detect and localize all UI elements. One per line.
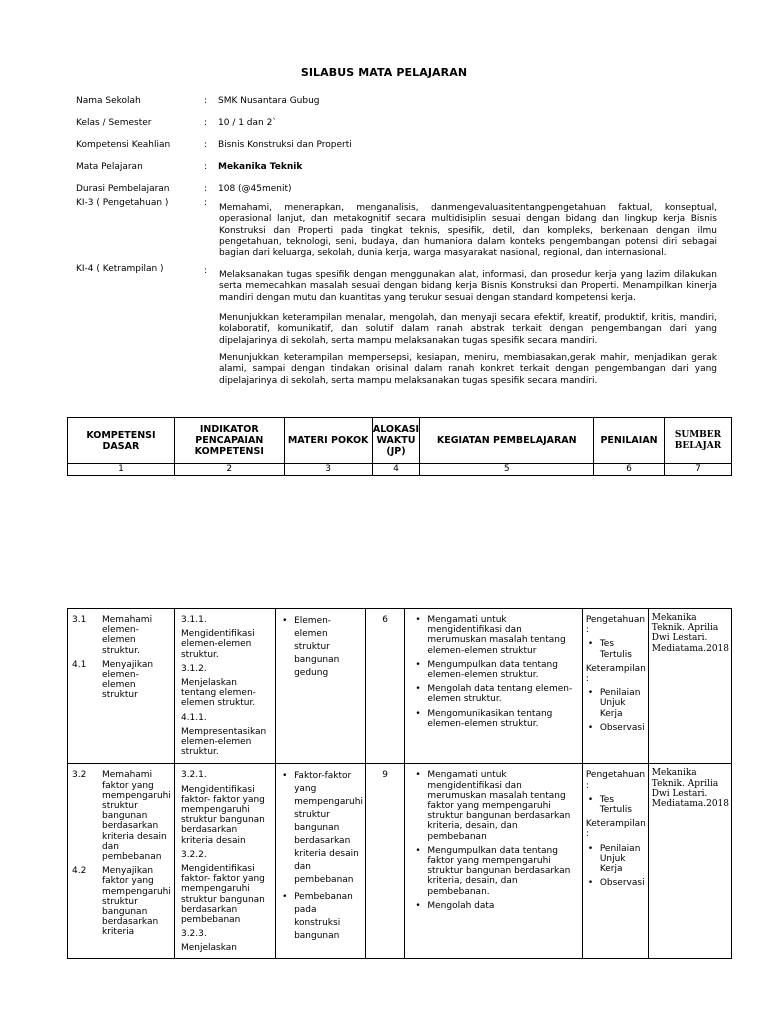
table-row — [68, 609, 732, 764]
ki4-label: KI-4 ( Ketrampilan ) — [76, 264, 164, 274]
kd-number: 4.1 — [72, 659, 87, 670]
ipk-text: Mengidentifikasi faktor- faktor yang mempengaruhi struktur bangunan berdasarkan kriteria desain — [180, 784, 265, 846]
kegiatan-list — [413, 770, 577, 911]
info-row-duration — [76, 184, 716, 196]
syllabus-body-wrapper — [67, 608, 732, 1018]
penilaian-item: • Observasi — [586, 723, 646, 733]
cell-ipk — [174, 609, 275, 764]
ki3-label: KI-3 ( Pengetahuan ) — [76, 198, 169, 208]
cell-materi — [276, 609, 366, 764]
materi-list — [280, 770, 363, 943]
column-header: PENILAIAN — [594, 418, 665, 464]
materi-item: • Pembebanan pada konstruksi bangunan — [280, 891, 363, 943]
table-row — [68, 764, 732, 958]
info-label: Mata Pelajaran — [76, 162, 143, 172]
syllabus-body-table — [67, 608, 732, 959]
info-colon: : — [204, 118, 208, 128]
penilaian-item: • Observasi — [586, 878, 646, 888]
kegiatan-item: • Mengolah data — [413, 901, 577, 911]
info-label: Kelas / Semester — [76, 118, 152, 128]
ki4-paragraph: Menunjukkan keterampilan menalar, mengolah, dan menyaji secara efektif, kreatif, produktif, kritis, mandiri, kolaboratif, komunikatif, dan solutif dalam ranah abstrak terkait dengan pengembangan dari yang dipelajarinya di sekolah, serta mampu melaksanakan tugas spesifik secara mandiri. — [219, 313, 717, 346]
cell-waktu: 9 — [365, 764, 404, 958]
identity-section — [76, 96, 716, 196]
column-number: 3 — [284, 464, 372, 476]
info-colon: : — [204, 96, 208, 106]
ki3-colon: : — [204, 198, 208, 208]
ki4-paragraph: Melaksanakan tugas spesifik dengan menggunakan alat, informasi, dan prosedur kerja yang lazim dilakukan serta memecahkan masalah sesuai dengan bidang kerja Bisnis Konstruksi dan Properti. Menampilkan kinerja mandiri dengan mutu dan kuantitas yang terukur sesuai dengan standard kompetensi kerja. — [219, 270, 717, 303]
penilaian-label: Pengetahuan : — [585, 770, 646, 791]
cell-penilaian — [582, 609, 648, 764]
info-value: 108 (@45menit) — [218, 184, 292, 194]
column-number: 5 — [420, 464, 594, 476]
info-colon: : — [204, 140, 208, 150]
kd-text: Menyajikan faktor yang mempengaruhi struktur bangunan berdasarkan kriteria — [102, 866, 171, 938]
penilaian-item: • Tes Tertulis — [586, 639, 646, 659]
info-row-subject — [76, 162, 716, 184]
kegiatan-item: • Mengomunikasikan tentang elemen-elemen struktur. — [413, 709, 577, 729]
kd-text: Memahami elemen-elemen struktur. — [102, 615, 153, 656]
cell-penilaian — [582, 764, 648, 958]
penilaian-list — [586, 639, 646, 659]
materi-item: • Faktor-faktor yang mempengaruhi struktur bangunan berdasarkan kriteria desain dan pembebanan — [280, 770, 363, 887]
info-row-class — [76, 118, 716, 140]
ki4-colon: : — [204, 266, 208, 276]
info-label: Nama Sekolah — [76, 96, 141, 106]
penilaian-item: • Penilaian Unjuk Kerja — [586, 844, 646, 875]
materi-list — [280, 615, 363, 680]
kegiatan-item: • Mengumpulkan data tentang elemen-elemen struktur. — [413, 660, 577, 680]
ipk-text: Menjelaskan — [180, 943, 237, 954]
cell-kd — [68, 764, 175, 958]
info-value: 10 / 1 dan 2` — [218, 118, 277, 128]
kegiatan-list — [413, 615, 577, 729]
ipk-number: 3.2.1. — [180, 770, 207, 781]
column-header: KEGIATAN PEMBELAJARAN — [420, 418, 594, 464]
penilaian-label: Pengetahuan : — [585, 615, 646, 636]
kegiatan-item: • Mengumpulkan data tentang faktor yang mempengaruhi struktur bangunan berdasarkan kriteria, desain, dan pembebanan. — [413, 846, 577, 897]
ipk-number: 3.1.2. — [180, 663, 207, 674]
materi-item: • Elemen-elemen struktur bangunan gedung — [280, 615, 363, 680]
penilaian-item: • Tes Tertulis — [586, 795, 646, 815]
ipk-text: Mengidentifikasi faktor- faktor yang mempengaruhi struktur bangunan berdasarkan pembebanan — [180, 864, 265, 926]
info-colon: : — [204, 184, 208, 194]
ipk-text: Mengidentifikasi elemen-elemen struktur. — [180, 629, 255, 660]
column-header: INDIKATOR PENCAPAIAN KOMPETENSI — [174, 418, 284, 464]
ki4-paragraph: Menunjukkan keterampilan mempersepsi, kesiapan, meniru, membiasakan,gerak mahir, menjadikan gerak alami, sampai dengan tindakan orisinal dalam ranah konkret terkait dengan pengembangan dari yang dipelajarinya di sekolah, serta mampu melaksanakan tugas spesifik secara mandiri. — [219, 353, 717, 386]
kd-number: 3.2 — [72, 770, 87, 781]
ki3-text: Memahami, menerapkan, menganalisis, danmengevaluasitentangpengetahuan faktual, konseptual, operasional lanjut, dan metakognitif secara multidisiplin sesuai dengan bidang dan lingkup kerja Bisnis Konstruksi dan Properti pada tingkat teknis, spesifik, detil, dan kompleks, berkenaan dengan ilmu pengetahuan, teknologi, seni, budaya, dan humaniora dalam konteks pengembangan potensi diri sebagai bagian dari keluarga, sekolah, dunia kerja, warga masyarakat nasional, regional, dan internasional. — [219, 203, 717, 259]
info-row-expertise — [76, 140, 716, 162]
column-header: MATERI POKOK — [284, 418, 372, 464]
cell-ipk — [174, 764, 275, 958]
syllabus-header-table — [67, 417, 732, 476]
info-colon: : — [204, 162, 208, 172]
cell-sumber: Mekanika Teknik. Aprilia Dwi Lestari. Mediatama.2018 — [648, 609, 731, 764]
cell-kegiatan — [405, 609, 582, 764]
cell-materi — [276, 764, 366, 958]
header-row — [68, 418, 732, 464]
ipk-text: Menjelaskan tentang elemen-elemen struktur. — [180, 678, 256, 709]
kd-item — [72, 770, 171, 862]
column-number: 1 — [68, 464, 175, 476]
info-label: Durasi Pembelajaran — [76, 184, 170, 194]
penilaian-label: Keterampilan : — [585, 819, 646, 840]
cell-kd — [68, 609, 175, 764]
info-row-school — [76, 96, 716, 118]
penilaian-item: • Penilaian Unjuk Kerja — [586, 688, 646, 719]
column-header: SUMBER BELAJAR — [665, 418, 732, 464]
column-number: 2 — [174, 464, 284, 476]
kd-item — [72, 866, 171, 937]
ipk-number: 3.2.2. — [180, 849, 207, 860]
ipk-number: 4.1.1. — [180, 712, 207, 723]
kd-item — [72, 615, 171, 656]
kd-number: 3.1 — [72, 615, 87, 625]
info-value: SMK Nusantara Gubug — [218, 96, 320, 106]
info-value: Mekanika Teknik — [218, 162, 303, 172]
penilaian-list — [586, 688, 646, 733]
document-title: SILABUS MATA PELAJARAN — [300, 66, 468, 79]
column-number: 4 — [372, 464, 420, 476]
column-number: 6 — [594, 464, 665, 476]
cell-waktu: 6 — [365, 609, 404, 764]
column-header: KOMPETENSI DASAR — [68, 418, 175, 464]
penilaian-label: Keterampilan : — [585, 663, 646, 685]
penilaian-list — [586, 795, 646, 815]
cell-kegiatan — [405, 764, 582, 958]
kd-item — [72, 660, 171, 701]
ipk-text: Mempresentasikan elemen-elemen struktur. — [180, 726, 267, 758]
kegiatan-item: • Mengolah data tentang elemen-elemen struktur. — [413, 684, 577, 704]
kd-number: 4.2 — [72, 866, 87, 877]
cell-sumber: Mekanika Teknik. Aprilia Dwi Lestari. Mediatama.2018 — [648, 764, 731, 958]
kegiatan-item: • Mengamati untuk mengidentifikasi dan merumuskan masalah tentang faktor yang mempengaruhi struktur bangunan berdasarkan kriteria, desain, dan pembebanan — [413, 770, 577, 841]
column-header: ALOKASI WAKTU (JP) — [372, 418, 420, 464]
info-label: Kompetensi Keahlian — [76, 140, 171, 150]
penilaian-list — [586, 844, 646, 889]
info-value: Bisnis Konstruksi dan Properti — [218, 140, 352, 150]
column-number: 7 — [665, 464, 732, 476]
ipk-number: 3.2.3. — [180, 929, 207, 940]
ipk-number: 3.1.1. — [180, 615, 207, 625]
kd-text: Memahami faktor yang mempengaruhi struktur bangunan berdasarkan kriteria desain dan pembebanan — [102, 770, 171, 863]
number-row — [68, 464, 732, 476]
kd-text: Menyajikan elemen-elemen struktur — [102, 659, 154, 701]
kegiatan-item: • Mengamati untuk mengidentifikasi dan merumuskan masalah tentang elemen-elemen struktur — [413, 615, 577, 656]
